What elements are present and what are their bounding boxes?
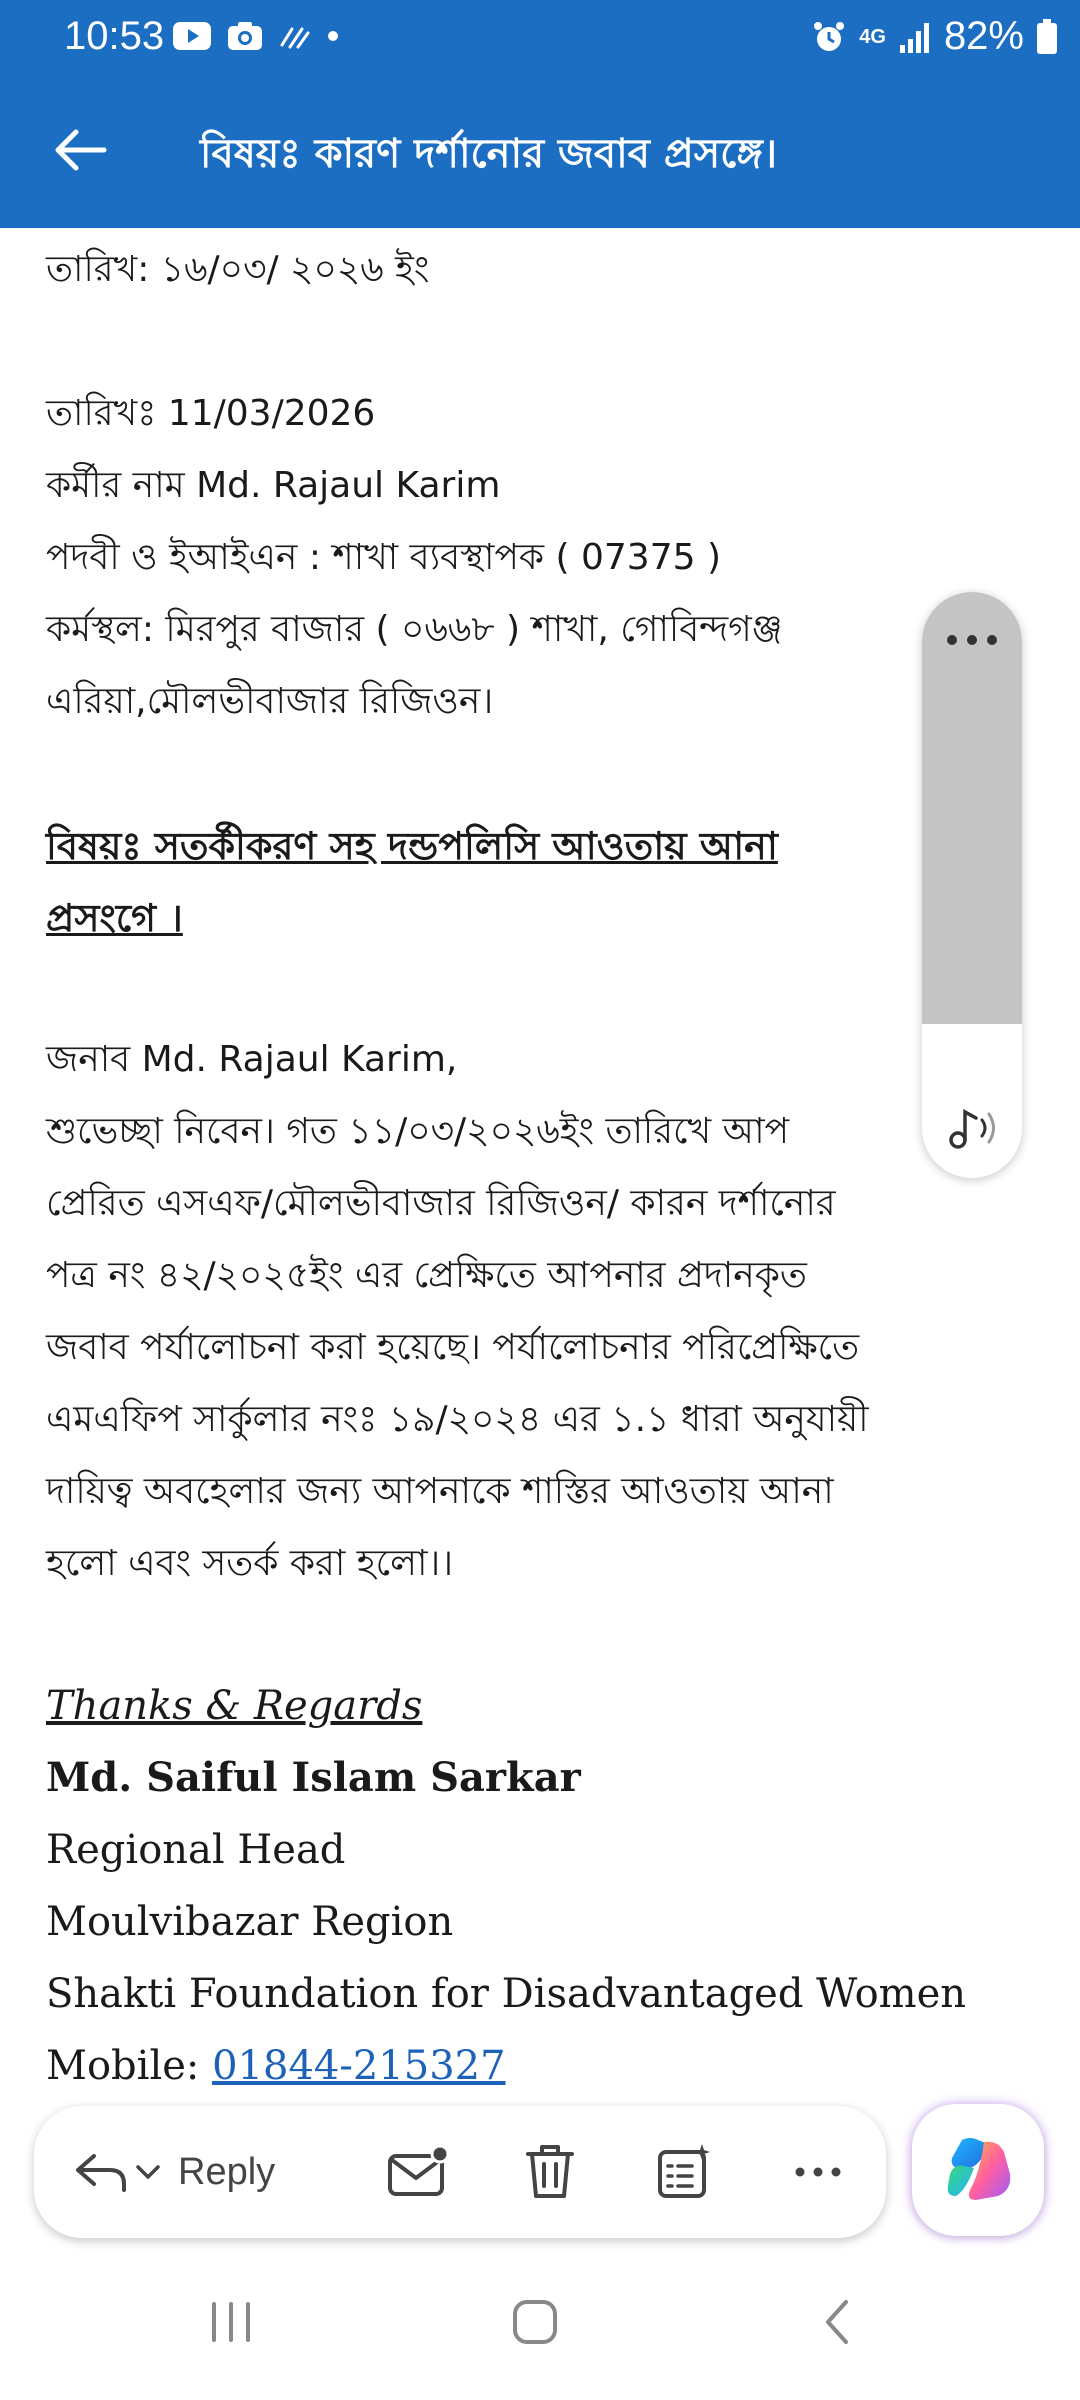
email-subject: বিষয়ঃ কারণ দর্শানোর জবাব প্রসঙ্গে। xyxy=(200,131,778,177)
signature-title: Regional Head xyxy=(46,1827,346,1873)
network-type: 4G xyxy=(859,25,886,48)
system-status-icons xyxy=(811,14,1058,59)
camera-icon xyxy=(226,20,264,52)
stylus-icon xyxy=(278,21,312,51)
paragraph-line: জবাব পর্যালোচনা করা হয়েছে। পর্যালোচনার পরিপ্রেক্ষিতে xyxy=(46,1327,860,1368)
signature-closing: Thanks & Regards xyxy=(46,1683,423,1729)
salutation: জনাব Md. Rajaul Karim, xyxy=(46,1039,458,1080)
dot-icon xyxy=(326,29,340,43)
battery-icon xyxy=(1036,19,1058,55)
paragraph-line: এমএফিপ সার্কুলার নংঃ ১৯/২০২৪ এর ১.১ ধারা অনুযায়ী xyxy=(46,1399,869,1440)
read-aloud-icon xyxy=(946,1102,1002,1152)
system-navigation-bar xyxy=(0,2270,1080,2400)
recents-icon xyxy=(206,2298,256,2346)
paragraph-line: দায়িত্ব অবহেলার জন্য আপনাকে শাস্তির আওতায় আনা xyxy=(46,1471,834,1512)
workplace-line-1: কর্মস্থল: মিরপুর বাজার ( ০৬৬৮ ) শাখা, গোবিন্দগঞ্জ xyxy=(46,609,783,650)
summarize-icon xyxy=(654,2142,714,2202)
signature-name: Md. Saiful Islam Sarkar xyxy=(46,1754,581,1801)
paragraph-line: পত্র নং ৪২/২০২৫ইং এর প্রেক্ষিতে আপনার প্রদানকৃত xyxy=(46,1255,807,1296)
signature-mobile xyxy=(46,2036,506,2096)
more-actions-button[interactable] xyxy=(794,2106,842,2238)
paragraph-line: শুভেচ্ছা নিবেন। গত ১১/০৩/২০২৬ইং তারিখে আপ xyxy=(46,1111,790,1152)
recents-button[interactable] xyxy=(206,2298,256,2350)
letter-subject-line-2: প্রসংগে । xyxy=(46,896,183,940)
read-aloud-button[interactable] xyxy=(946,1102,1002,1156)
designation: পদবী ও ইআইএন : শাখা ব্যবস্থাপক ( 07375 ) xyxy=(46,537,722,578)
paragraph-line: প্রেরিত এসএফ/মৌলভীবাজার রিজিওন/ কারন দর্শানোর xyxy=(46,1183,836,1224)
date-bengali: তারিখ: ১৬/০৩/ ২০২৬ ইং xyxy=(46,249,430,290)
notification-icons xyxy=(172,20,340,52)
title-bar xyxy=(0,96,1080,206)
mobile-number-link[interactable]: 01844-215327 xyxy=(212,2043,506,2089)
read-aloud-more-button[interactable] xyxy=(922,632,1022,651)
alarm-icon xyxy=(811,19,847,55)
system-back-button[interactable] xyxy=(818,2298,858,2350)
delete-icon xyxy=(522,2142,578,2202)
back-button[interactable] xyxy=(44,118,116,182)
mark-unread-icon xyxy=(386,2144,450,2200)
workplace-line-2: এরিয়া,মৌলভীবাজার রিজিওন। xyxy=(46,681,494,722)
home-icon xyxy=(510,2298,560,2346)
delete-button[interactable] xyxy=(522,2106,578,2238)
signature-region: Moulvibazar Region xyxy=(46,1899,454,1945)
reply-icon xyxy=(74,2150,128,2194)
message-action-bar xyxy=(34,2106,886,2238)
app-header xyxy=(0,0,1080,228)
read-aloud-panel[interactable] xyxy=(922,592,1022,1178)
employee-name: কর্মীর নাম Md. Rajaul Karim xyxy=(46,465,501,506)
signal-icon xyxy=(898,21,932,53)
arrow-left-icon xyxy=(50,126,110,174)
back-icon xyxy=(818,2298,858,2346)
mobile-label: Mobile: xyxy=(46,2043,213,2089)
paragraph-line: হলো এবং সতর্ক করা হলো।। xyxy=(46,1543,454,1584)
letter-subject-line-1: বিষয়ঃ সতর্কীকরণ সহ দন্ডপলিসি আওতায় আনা xyxy=(46,824,778,868)
reply-label: Reply xyxy=(178,2150,276,2193)
battery-percent: 82% xyxy=(943,14,1024,58)
status-time: 10:53 xyxy=(64,14,165,58)
copilot-icon xyxy=(940,2134,1016,2206)
home-button[interactable] xyxy=(510,2298,560,2350)
copilot-button[interactable] xyxy=(912,2104,1044,2236)
more-icon xyxy=(794,2166,842,2178)
signature-organization: Shakti Foundation for Disadvantaged Women xyxy=(46,1971,967,2017)
date-line: তারিখঃ 11/03/2026 xyxy=(46,393,376,434)
chevron-down-icon xyxy=(134,2162,162,2182)
read-aloud-track xyxy=(922,592,1022,1024)
mark-unread-button[interactable] xyxy=(386,2106,450,2238)
summarize-button[interactable] xyxy=(654,2106,714,2238)
more-icon xyxy=(944,633,1000,647)
reply-button[interactable] xyxy=(74,2106,275,2238)
status-bar xyxy=(0,0,1080,80)
youtube-icon xyxy=(172,21,212,51)
